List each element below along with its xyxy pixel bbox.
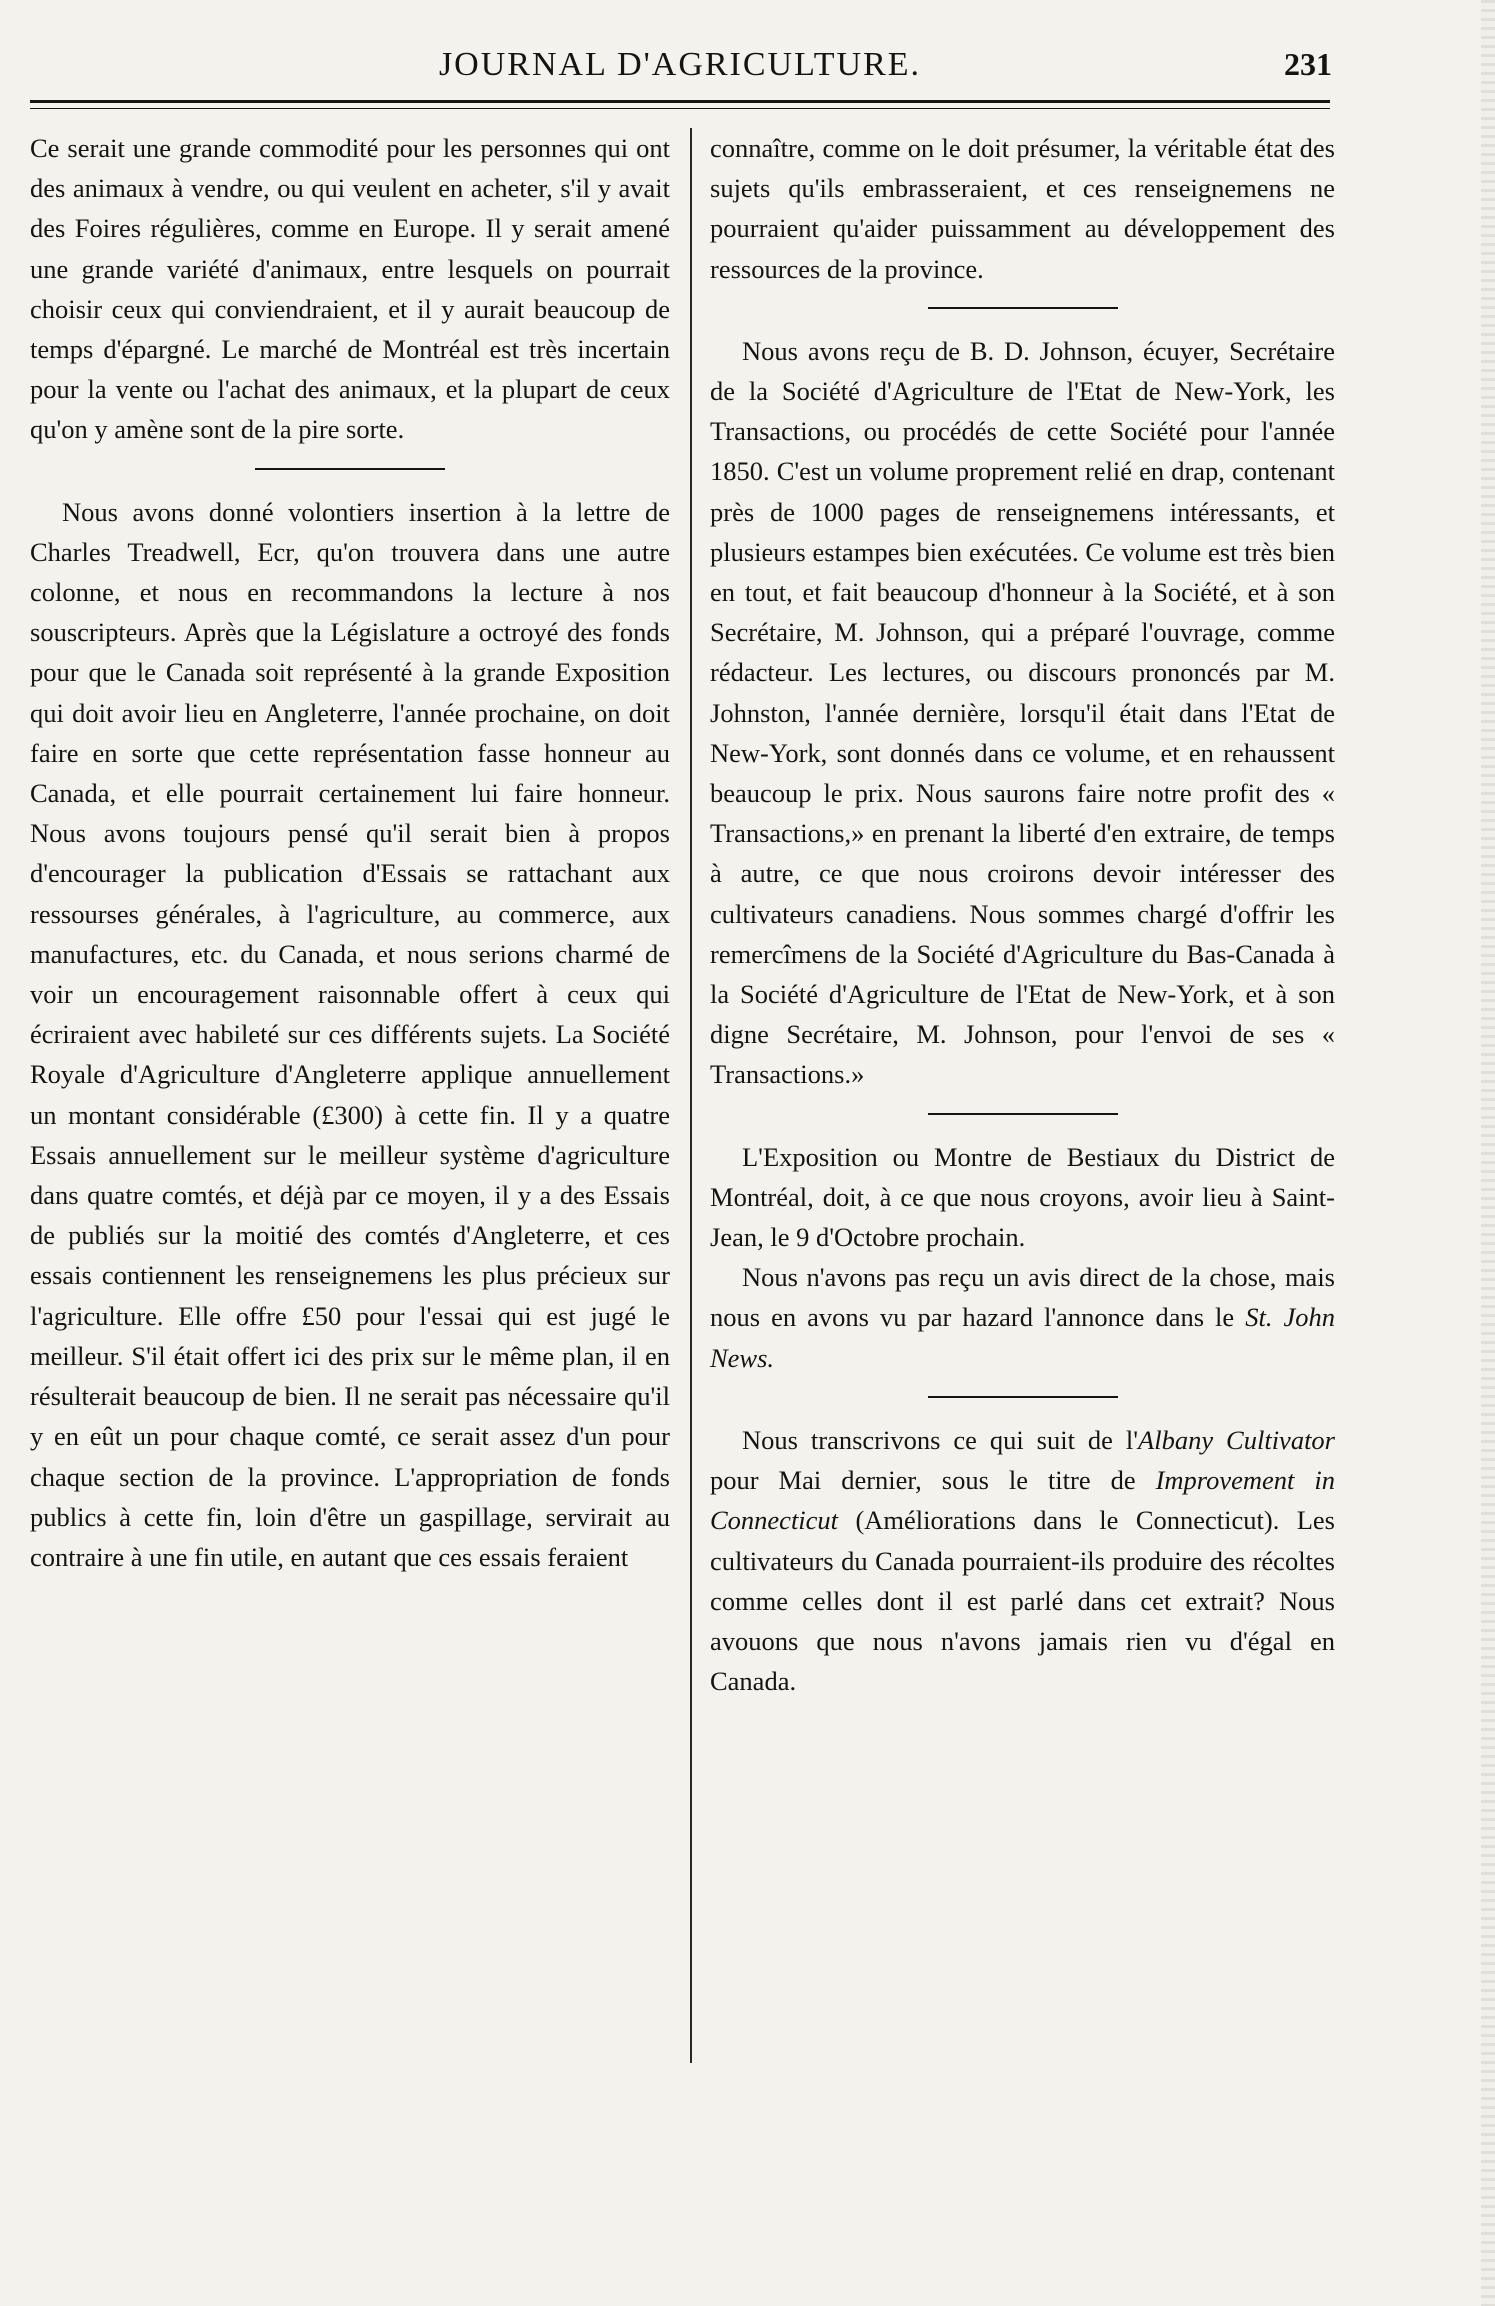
improvement-title: Improvement in Connecticut xyxy=(710,1465,1335,1536)
right-paragraph-johnson: Nous avons reçu de B. D. Johnson, écuyer, Secrétaire de la Société d'Agriculture de l'Etat de New-York, les Transactions, ou procédés de cette Société pour l'année 1850. C'est un volume proprement relié en drap, contenant près de 1000 pages de renseignemens intéressants, et plusieurs estampes bien exécutées. Ce volume est très bien en tout, et fait beaucoup d'honneur à la Société, et à son Secrétaire, M. Johnson, qui a préparé l'ouvrage, comme rédacteur. Les lectures, ou discours prononcés par M. Johnston, l'année dernière, lorsqu'il était dans l'Etat de New-York, sont donnés dans ce volume, et en rehaussent beaucoup le prix. Nous saurons faire notre profit des « Transactions,» en prenant la liberté d'en extraire, de temps à autre, ce que nous croirons devoir intéresser des cultivateurs canadiens. Nous sommes chargé d'offrir les remercîmens de la Société d'Agriculture du Bas-Canada à la Société d'Agriculture de l'Etat de New-York, et à son digne Secrétaire, M. Johnson, pour l'envoi de ses « Transactions.» xyxy=(710,335,1335,1090)
journal-title: JOURNAL D'AGRICULTURE. xyxy=(438,46,922,83)
albany-text-c: (Améliorations dans le Connecticut). Les cultivateurs du Canada pourraient-ils produire des récoltes comme celles dont il est parlé dans cet extrait? Nous avouons que nous n'avons jamais rien vu d'égal en Canada. xyxy=(710,1505,1335,1697)
header-rule-thin xyxy=(30,108,1330,109)
section-separator xyxy=(928,307,1118,309)
section-separator xyxy=(255,468,445,470)
avis-text: Nous n'avons pas reçu un avis direct de la chose, mais nous en avons vu par hazard l'annonce dans le xyxy=(710,1262,1335,1333)
right-paragraph-albany xyxy=(710,1420,1335,1701)
st-john-news-title: St. John News. xyxy=(710,1302,1335,1373)
albany-text-b: pour Mai dernier, sous le titre de xyxy=(710,1465,1156,1496)
right-paragraph-continuation: connaître, comme on le doit présumer, la véritable état des sujets qu'ils embrasseraient, et ces renseignemens ne pourraient qu'aider puissamment au développement des ressources de la province. xyxy=(710,133,1335,284)
left-column xyxy=(30,128,670,1577)
column-divider xyxy=(690,128,692,2063)
albany-text-a: Nous transcrivons ce qui suit de l' xyxy=(742,1424,1139,1455)
section-separator xyxy=(928,1396,1118,1398)
albany-cultivator-title: Albany Cultivator xyxy=(1138,1424,1335,1455)
right-column xyxy=(710,128,1335,1701)
page-number: 231 xyxy=(1284,46,1332,82)
left-paragraph-fairs: Ce serait une grande commodité pour les personnes qui ont des animaux à vendre, ou qui veulent en acheter, s'il y avait des Foires régulières, comme en Europe. Il y serait amené une grande variété d'animaux, entre lesquels on pourrait choisir ceux qui conviendraient, et il y aurait beaucoup de temps d'épargné. Le marché de Montréal est très incertain pour la vente ou l'achat des animaux, et la plupart de ceux qu'on y amène sont de la pire sorte. xyxy=(30,133,670,445)
running-head xyxy=(30,40,1330,90)
page-edge-scan-artifact xyxy=(1481,0,1495,2306)
section-separator xyxy=(928,1113,1118,1115)
left-paragraph-treadwell: Nous avons donné volontiers insertion à la lettre de Charles Treadwell, Ecr, qu'on trouvera dans une autre colonne, et nous en recommandons la lecture à nos souscripteurs. Après que la Législature a octroyé des fonds pour que le Canada soit représenté à la grande Exposition qui doit avoir lieu en Angleterre, l'année prochaine, on doit faire en sorte que cette représentation fasse honneur au Canada, et elle pourrait certainement lui faire honneur. Nous avons toujours pensé qu'il serait bien à propos d'encourager la publication d'Essais se rattachant aux ressourses générales, à l'agriculture, au commerce, aux manufactures, etc. du Canada, et nous serions charmé de voir un encouragement raisonnable offert à ceux qui écriraient avec habileté sur ces différents sujets. La Société Royale d'Agriculture d'Angleterre applique annuellement un montant considérable (£300) à cette fin. Il y a quatre Essais annuellement sur le meilleur système d'agriculture dans quatre comtés, et déjà par ce moyen, il y a des Essais de publiés sur la moitié des comtés d'Angleterre, et ces essais contiennent les renseignemens les plus précieux sur l'agriculture. Elle offre £50 pour l'essai qui est jugé le meilleur. S'il était offert ici des prix sur le même plan, il en résulterait beaucoup de bien. Il ne serait pas nécessaire qu'il y en eût un pour chaque comté, ce serait assez d'un pour chaque section de la province. L'appropriation de fonds publics à cette fin, loin d'être un gaspillage, servirait au contraire à une fin utile, en autant que ces essais feraient xyxy=(30,496,670,1572)
header-rule-thick xyxy=(30,100,1330,103)
right-paragraph-avis xyxy=(710,1257,1335,1378)
right-paragraph-exposition: L'Exposition ou Montre de Bestiaux du District de Montréal, doit, à ce que nous croyons, avoir lieu à Saint-Jean, le 9 d'Octobre prochain. xyxy=(710,1141,1335,1253)
